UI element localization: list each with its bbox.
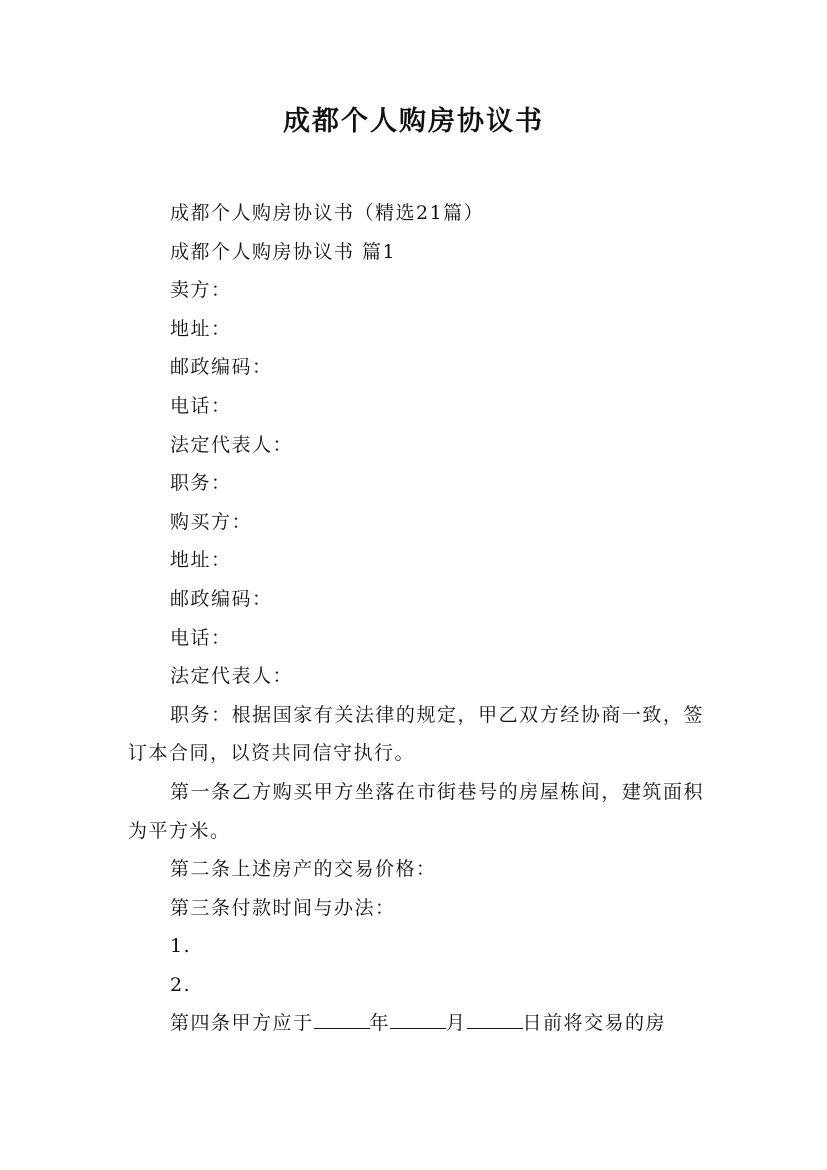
buyer-legal-rep: 法定代表人： (170, 665, 294, 688)
document-title: 成都个人购房协议书 (283, 106, 544, 137)
seller-label: 卖方： (170, 279, 232, 302)
seller-position: 职务： (170, 472, 232, 495)
subtitle: 成都个人购房协议书（精选21篇） (170, 202, 485, 224)
article-4-end: 日前将交易的房 (522, 1012, 667, 1035)
buyer-address: 地址： (170, 549, 232, 572)
document-body (128, 194, 704, 1043)
preamble-paragraph: 职务：根据国家有关法律的规定，甲乙双方经协商一致，签订本合同，以资共同信守执行。 (128, 703, 704, 765)
buyer-postal-code: 邮政编码： (170, 587, 273, 610)
seller-legal-rep: 法定代表人： (170, 433, 294, 456)
section-heading: 成都个人购房协议书 篇1 (170, 240, 397, 263)
list-item-2: 2. (170, 973, 192, 996)
list-item-1: 1. (170, 935, 192, 958)
seller-postal-code: 邮政编码： (170, 356, 273, 379)
seller-phone: 电话： (170, 394, 232, 417)
buyer-phone: 电话： (170, 626, 232, 649)
buyer-label: 购买方： (170, 510, 253, 533)
article-2: 第二条上述房产的交易价格： (170, 858, 437, 881)
article-4-year: 年 (369, 1012, 391, 1035)
article-4 (128, 1004, 704, 1043)
article-4-start: 第四条甲方应于 (170, 1012, 314, 1035)
seller-address: 地址： (170, 317, 232, 340)
year-blank (314, 1006, 370, 1029)
article-1: 第一条乙方购买甲方坐落在市街巷号的房屋栋间，建筑面积为平方米。 (128, 780, 704, 842)
month-blank (390, 1006, 446, 1029)
article-4-month: 月 (446, 1012, 467, 1035)
article-3: 第三条付款时间与办法： (170, 896, 396, 919)
day-blank (467, 1006, 523, 1029)
